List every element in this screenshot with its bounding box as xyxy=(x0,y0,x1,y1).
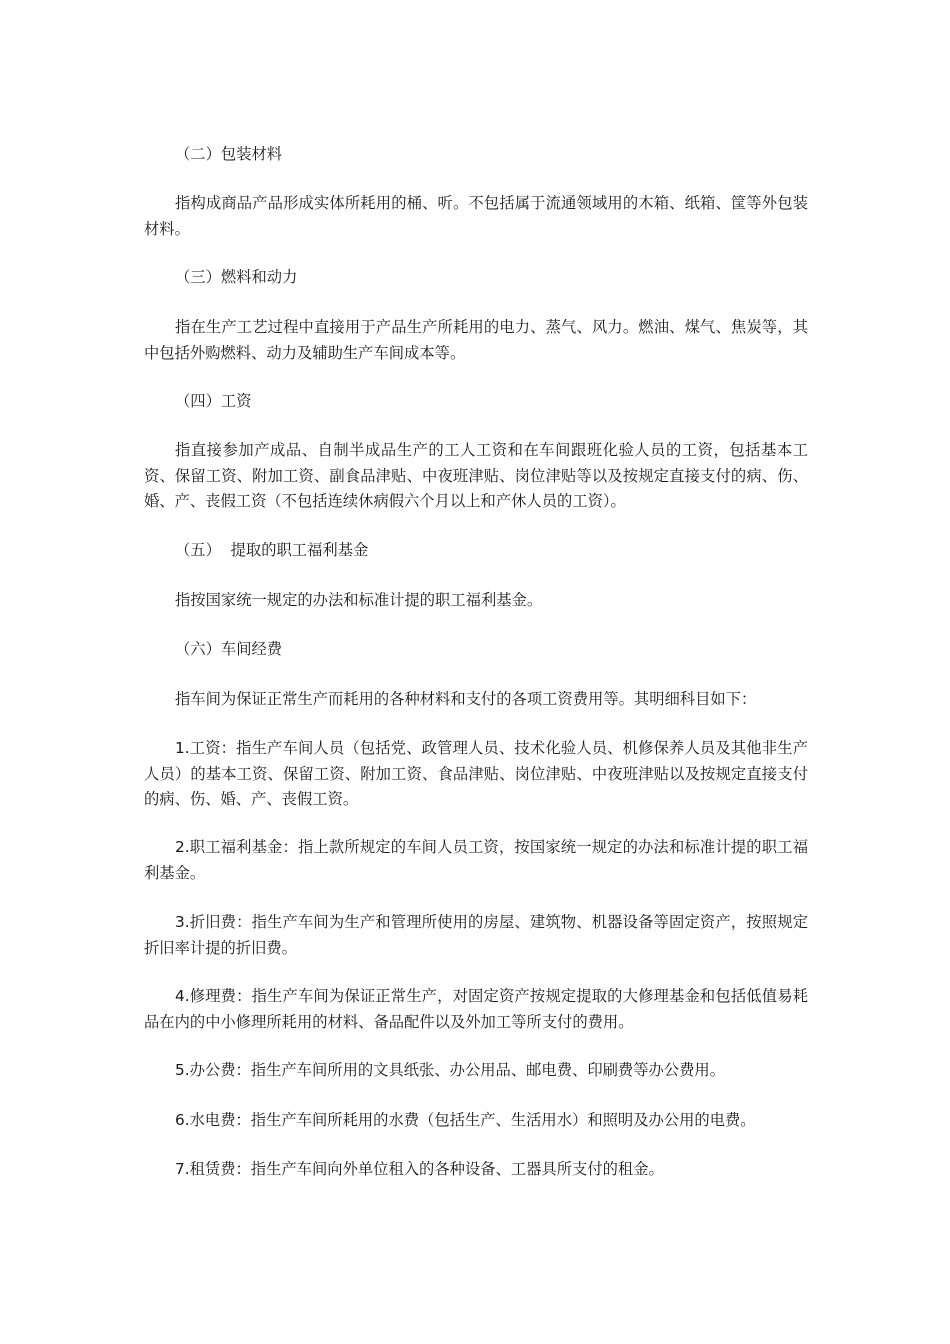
list-item-wages: 1.工资：指生产车间人员（包括党、政管理人员、技术化验人员、机修保养人员及其他非生产人员）的基本工资、保留工资、附加工资、食品津贴、岗位津贴、中夜班津贴以及按规定直接支付的病、伤、婚、产、丧假工资。 xyxy=(144,739,808,808)
list-item-office: 5.办公费：指生产车间所用的文具纸张、办公用品、邮电费、印刷费等办公费用。 xyxy=(175,1061,725,1079)
section-heading-welfare-fund: （五） 提取的职工福利基金 xyxy=(175,541,369,559)
paragraph-workshop-expenses: 指车间为保证正常生产而耗用的各种材料和支付的各项工资费用等。其明细科目如下： xyxy=(175,690,757,708)
list-item-welfare-fund: 2.职工福利基金：指上款所规定的车间人员工资，按国家统一规定的办法和标准计提的职工福利基金。 xyxy=(144,838,808,882)
section-heading-packaging: （二）包装材料 xyxy=(175,145,283,163)
list-item-utilities: 6.水电费：指生产车间所耗用的水费（包括生产、生活用水）和照明及办公用的电费。 xyxy=(175,1111,756,1129)
paragraph-fuel-power: 指在生产工艺过程中直接用于产品生产所耗用的电力、蒸气、风力。燃油、煤气、焦炭等，其中包括外购燃料、动力及辅助生产车间成本等。 xyxy=(144,318,808,362)
paragraph-welfare-fund: 指按国家统一规定的办法和标准计提的职工福利基金。 xyxy=(175,591,543,609)
section-heading-wages: （四）工资 xyxy=(175,392,252,410)
section-heading-workshop-expenses: （六）车间经费 xyxy=(175,640,283,658)
list-item-repair: 4.修理费：指生产车间为保证正常生产，对固定资产按规定提取的大修理基金和包括低值易耗品在内的中小修理所耗用的材料、备品配件以及外加工等所支付的费用。 xyxy=(144,987,808,1031)
section-heading-fuel-power: （三）燃料和动力 xyxy=(175,268,298,286)
paragraph-wages: 指直接参加产成品、自制半成品生产的工人工资和在车间跟班化验人员的工资，包括基本工资、保留工资、附加工资、副食品津贴、中夜班津贴、岗位津贴等以及按规定直接支付的病、伤、婚、产、丧假工资（不包括连续休病假六个月以上和产休人员的工资）。 xyxy=(144,441,808,510)
list-item-rent: 7.租赁费：指生产车间向外单位租入的各种设备、工器具所支付的租金。 xyxy=(175,1160,664,1178)
list-item-depreciation: 3.折旧费：指生产车间为生产和管理所使用的房屋、建筑物、机器设备等固定资产，按照规定折旧率计提的折旧费。 xyxy=(144,913,808,957)
paragraph-packaging: 指构成商品产品形成实体所耗用的桶、听。不包括属于流通领域用的木箱、纸箱、筐等外包装材料。 xyxy=(144,194,808,238)
